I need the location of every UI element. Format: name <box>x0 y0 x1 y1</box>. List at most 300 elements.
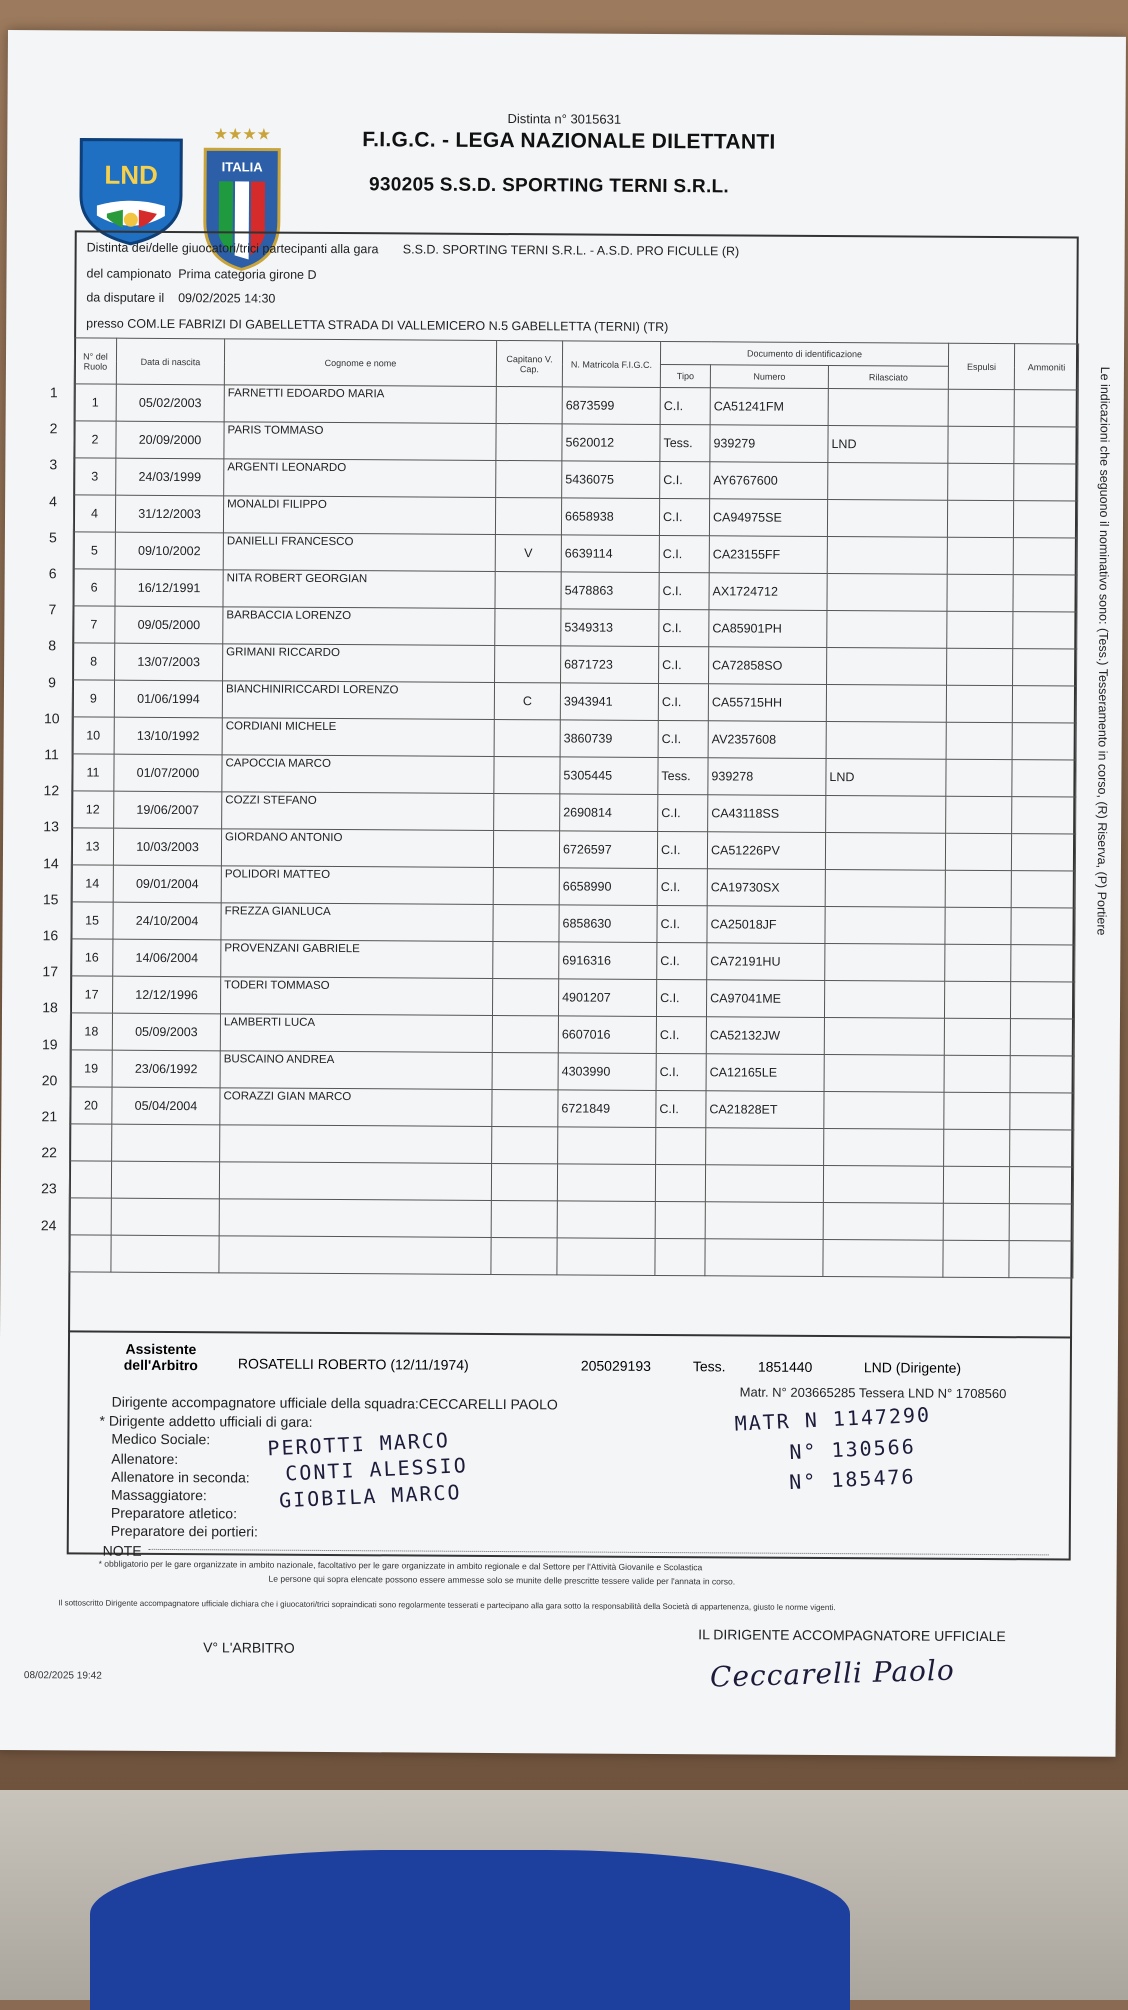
federation-title: F.I.G.C. - LEGA NAZIONALE DILETTANTI <box>362 128 776 154</box>
cell-numero: CA12165LE <box>706 1054 824 1092</box>
cell-matricola <box>558 1127 656 1165</box>
players-label: Distinta dei/delle giuocatori/trici partecipanti alla gara <box>86 240 379 257</box>
cell-ruolo: 15 <box>71 902 113 939</box>
cell-ruolo: 20 <box>70 1087 112 1124</box>
table-row <box>73 606 1077 649</box>
cell-birth: 09/05/2000 <box>115 606 223 644</box>
row-number: 9 <box>48 673 56 690</box>
cell-ammoniti <box>1012 686 1076 723</box>
medico-label: Medico Sociale: <box>111 1430 211 1448</box>
cell-matricola: 5478863 <box>561 572 659 610</box>
cell-numero: CA23155FF <box>709 536 827 574</box>
cell-tipo: C.I. <box>659 609 709 646</box>
cell-birth: 24/03/1999 <box>116 458 224 496</box>
cell-birth: 01/07/2000 <box>114 754 222 792</box>
note-label: NOTE <box>102 1542 142 1559</box>
row-number: 16 <box>42 927 59 944</box>
cell-ammoniti <box>1009 1204 1073 1241</box>
header-rilasciato: Rilasciato <box>828 366 948 390</box>
table-row <box>73 532 1077 575</box>
cell-tipo <box>655 1201 705 1238</box>
cell-captain <box>491 1200 557 1237</box>
cell-captain <box>492 1052 558 1089</box>
table-row <box>69 1161 1073 1204</box>
cell-captain <box>494 719 560 756</box>
cell-rilasciato: LND <box>828 426 948 464</box>
cell-name: CORAZZI GIAN MARCO <box>220 1088 492 1127</box>
header-captain: Capitano V. Cap. <box>496 340 562 386</box>
cell-ruolo: 13 <box>71 828 113 865</box>
header-documento: Documento di identificazione <box>660 341 948 366</box>
cell-matricola: 4901207 <box>558 979 656 1017</box>
table-row <box>71 828 1075 871</box>
cell-ammoniti <box>1010 1130 1074 1167</box>
teams-value: S.S.D. SPORTING TERNI S.R.L. - A.S.D. PRO FICULLE (R) <box>402 242 740 259</box>
cell-matricola: 2690814 <box>560 794 658 832</box>
cell-name: ARGENTI LEONARDO <box>224 459 496 498</box>
cell-espulsi <box>947 574 1013 611</box>
assistant-mat: 205029193 <box>580 1357 651 1374</box>
cell-captain <box>493 830 559 867</box>
cell-birth: 05/02/2003 <box>116 384 224 422</box>
svg-text:ITALIA: ITALIA <box>221 159 263 175</box>
table-row <box>74 458 1078 501</box>
table-row <box>71 939 1075 982</box>
cell-numero: CA51241FM <box>710 388 828 426</box>
cell-matricola: 6721849 <box>558 1090 656 1128</box>
cell-name: FREZZA GIANLUCA <box>221 903 493 942</box>
cell-captain <box>491 1237 557 1274</box>
row-number: 8 <box>48 637 57 654</box>
cell-name: BIANCHINIRICCARDI LORENZO <box>222 681 494 720</box>
table-row <box>74 421 1078 464</box>
cell-numero: CA43118SS <box>708 795 826 833</box>
cell-rilasciato <box>826 796 946 834</box>
table-row <box>72 680 1076 723</box>
cell-birth: 23/06/1992 <box>112 1050 220 1088</box>
cell-ammoniti <box>1010 1056 1074 1093</box>
row-number: 3 <box>49 456 58 473</box>
row-number: 11 <box>44 746 59 763</box>
massaggiatore-label: Massaggiatore: <box>111 1486 207 1504</box>
cell-espulsi <box>946 722 1012 759</box>
cell-birth <box>111 1198 219 1236</box>
blue-cloth <box>90 1850 850 2010</box>
cell-tipo: C.I. <box>660 461 710 498</box>
cell-name: COZZI STEFANO <box>222 792 494 831</box>
cell-tipo: C.I. <box>658 720 708 757</box>
table-row <box>72 717 1076 760</box>
cell-matricola: 5620012 <box>562 424 660 462</box>
cell-espulsi <box>945 870 1011 907</box>
cell-captain <box>496 460 562 497</box>
note-fine-1: * obbligatorio per le gare organizzate in ambito nazionale, facoltativo per le gare organizzate in ambito regionale e dal Settore per l'Attività Giovanile e Scolastica <box>98 1558 703 1573</box>
cell-matricola: 6871723 <box>561 646 659 684</box>
cell-tipo: C.I. <box>657 868 707 905</box>
cell-ammoniti <box>1013 538 1077 575</box>
row-number: 19 <box>41 1035 58 1052</box>
handwritten-matr-2: N° 130566 <box>788 1434 917 1465</box>
cell-birth: 01/06/1994 <box>114 680 222 718</box>
table-row <box>73 569 1077 612</box>
cell-birth <box>112 1124 220 1162</box>
cell-birth: 05/09/2003 <box>112 1013 220 1051</box>
cell-ruolo: 11 <box>72 754 114 791</box>
cell-tipo: C.I. <box>656 1016 706 1053</box>
cell-matricola: 6658938 <box>561 498 659 536</box>
handwritten-matr-1: MATR N 1147290 <box>734 1402 932 1436</box>
cell-matricola: 6726597 <box>559 831 657 869</box>
dirigente-sign-label: IL DIRIGENTE ACCOMPAGNATORE UFFICIALE <box>698 1626 1006 1645</box>
cell-ruolo: 9 <box>72 680 114 717</box>
cell-espulsi <box>945 833 1011 870</box>
cell-ammoniti <box>1010 1093 1074 1130</box>
cell-tipo: C.I. <box>657 942 707 979</box>
cell-birth: 10/03/2003 <box>113 828 221 866</box>
cell-birth: 20/09/2000 <box>116 421 224 459</box>
venue-label: presso <box>86 316 124 331</box>
row-number: 1 <box>49 384 58 401</box>
cell-birth: 09/10/2002 <box>115 532 223 570</box>
assistant-label: Assistente dell'Arbitro <box>123 1340 198 1374</box>
row-number: 12 <box>43 782 60 799</box>
cell-matricola: 6639114 <box>561 535 659 573</box>
cell-captain <box>492 1126 558 1163</box>
table-row <box>74 384 1078 427</box>
cell-name: MONALDI FILIPPO <box>223 496 495 535</box>
table-row <box>73 495 1077 538</box>
atletico-label: Preparatore atletico: <box>110 1504 238 1522</box>
date-label: da disputare il <box>86 290 165 305</box>
cell-name: PARIS TOMMASO <box>224 422 496 461</box>
assistant-row <box>68 1330 1072 1390</box>
cell-name: POLIDORI MATTEO <box>221 866 493 905</box>
assistant-name: ROSATELLI ROBERTO (12/11/1974) <box>237 1355 469 1373</box>
cell-numero: CA19730SX <box>707 869 825 907</box>
table-row <box>70 1124 1074 1167</box>
cell-ammoniti <box>1014 390 1078 427</box>
cell-espulsi <box>947 611 1013 648</box>
cell-name <box>219 1199 491 1238</box>
row-number: 21 <box>41 1108 58 1125</box>
cell-name: TODERI TOMMASO <box>220 977 492 1016</box>
header-ammoniti: Ammoniti <box>1014 344 1078 390</box>
cell-ammoniti <box>1011 945 1075 982</box>
cell-numero: CA72858SO <box>709 647 827 685</box>
cell-matricola: 3943941 <box>560 683 658 721</box>
cell-captain <box>492 1089 558 1126</box>
championship-label: del campionato <box>86 266 172 282</box>
cell-ruolo <box>69 1235 111 1272</box>
cell-captain <box>496 386 562 423</box>
table-row <box>71 865 1075 908</box>
cell-numero: CA94975SE <box>709 499 827 537</box>
venue-value: COM.LE FABRIZI DI GABELLETTA STRADA DI VALLEMICERO N.5 GABELLETTA (TERNI) (TR) <box>127 316 669 335</box>
header-espulsi: Espulsi <box>948 343 1014 389</box>
handwritten-medico: PEROTTI MARCO <box>266 1427 451 1461</box>
cell-tipo <box>655 1238 705 1275</box>
table-row <box>73 643 1077 686</box>
cell-ruolo: 3 <box>74 458 116 495</box>
cell-captain: C <box>494 682 560 719</box>
cell-espulsi <box>945 944 1011 981</box>
cell-matricola <box>557 1238 655 1276</box>
cell-rilasciato <box>825 870 945 908</box>
cell-ammoniti <box>1009 1167 1073 1204</box>
table-row <box>70 1050 1074 1093</box>
cell-rilasciato <box>827 537 947 575</box>
cell-espulsi <box>943 1166 1009 1203</box>
svg-text:LND: LND <box>104 159 158 190</box>
cell-rilasciato <box>824 1018 944 1056</box>
cell-ruolo <box>70 1124 112 1161</box>
cell-ammoniti <box>1013 649 1077 686</box>
cell-rilasciato <box>827 574 947 612</box>
cell-captain <box>494 793 560 830</box>
players-table-body <box>69 384 1078 1278</box>
cell-espulsi <box>944 1055 1010 1092</box>
cell-rilasciato <box>825 907 945 945</box>
cell-rilasciato <box>828 389 948 427</box>
cell-captain <box>495 497 561 534</box>
cell-numero: CA55715HH <box>708 684 826 722</box>
addetto-label: * Dirigente addetto ufficiali di gara: <box>99 1412 313 1430</box>
cell-name: NITA ROBERT GEORGIAN <box>223 570 495 609</box>
cell-birth: 31/12/2003 <box>115 495 223 533</box>
cell-tipo: C.I. <box>656 1053 706 1090</box>
cell-name: CAPOCCIA MARCO <box>222 755 494 794</box>
cell-espulsi <box>944 1129 1010 1166</box>
cell-ammoniti <box>1012 723 1076 760</box>
cell-numero <box>705 1202 823 1240</box>
cell-birth: 19/06/2007 <box>114 791 222 829</box>
cell-ruolo: 19 <box>70 1050 112 1087</box>
cell-ruolo: 14 <box>71 865 113 902</box>
cell-name: FARNETTI EDOARDO MARIA <box>224 385 496 424</box>
dirigente-signature: Ceccarelli Paolo <box>709 1653 956 1694</box>
cell-name: BUSCAINO ANDREA <box>220 1051 492 1090</box>
table-row <box>72 791 1076 834</box>
cell-rilasciato <box>828 463 948 501</box>
row-number: 2 <box>49 420 58 437</box>
cell-ruolo: 2 <box>74 421 116 458</box>
distinta-number: Distinta n° 3015631 <box>507 111 622 127</box>
cell-ruolo: 7 <box>73 606 115 643</box>
side-note: Le indicazioni che seguono il nominativo sono: (Tess.) Tesseramento in corso, (R) Riserva, (P) Portiere <box>1094 366 1112 936</box>
cell-birth: 12/12/1996 <box>112 976 220 1014</box>
cell-captain: V <box>495 534 561 571</box>
cell-birth: 14/06/2004 <box>113 939 221 977</box>
cell-captain <box>492 1015 558 1052</box>
championship-line <box>86 266 316 281</box>
cell-numero: CA52132JW <box>706 1017 824 1055</box>
cell-espulsi <box>947 537 1013 574</box>
cell-espulsi <box>946 759 1012 796</box>
portieri-label: Preparatore dei portieri: <box>110 1522 258 1540</box>
row-number: 23 <box>41 1180 57 1197</box>
cell-espulsi <box>944 981 1010 1018</box>
cell-captain <box>495 645 561 682</box>
cell-rilasciato <box>827 500 947 538</box>
row-number: 18 <box>42 999 58 1016</box>
table-row <box>69 1198 1073 1241</box>
header-tipo: Tipo <box>660 364 710 387</box>
championship-value: Prima categoria girone D <box>178 267 317 282</box>
assistant-ril: LND (Dirigente) <box>863 1359 962 1376</box>
cell-ruolo: 17 <box>70 976 112 1013</box>
cell-birth: 16/12/1991 <box>115 569 223 607</box>
dirigente-line: Dirigente accompagnatore ufficiale della squadra:CECCARELLI PAOLO <box>111 1393 558 1413</box>
cell-espulsi <box>948 463 1014 500</box>
cell-name: BARBACCIA LORENZO <box>223 607 495 646</box>
cell-ruolo: 5 <box>73 532 115 569</box>
cell-ruolo: 10 <box>72 717 114 754</box>
allenatore2-label: Allenatore in seconda: <box>111 1468 250 1486</box>
cell-tipo: C.I. <box>656 1090 706 1127</box>
cell-name: GIORDANO ANTONIO <box>221 829 493 868</box>
cell-name <box>219 1162 491 1201</box>
cell-espulsi <box>943 1203 1009 1240</box>
cell-captain <box>495 608 561 645</box>
cell-numero: AY6767600 <box>710 462 828 500</box>
cell-ammoniti <box>1011 871 1075 908</box>
cell-matricola <box>557 1201 655 1239</box>
cell-rilasciato <box>823 1203 943 1241</box>
cell-rilasciato <box>827 648 947 686</box>
row-number: 15 <box>42 891 59 908</box>
cell-tipo <box>655 1164 705 1201</box>
row-number: 6 <box>48 565 57 582</box>
assistant-tipo: Tess. <box>692 1358 726 1375</box>
handwritten-matr-3: N° 185476 <box>788 1464 917 1495</box>
cell-rilasciato <box>824 1055 944 1093</box>
cell-captain <box>496 423 562 460</box>
cell-ruolo <box>69 1161 111 1198</box>
cell-numero <box>706 1128 824 1166</box>
cell-rilasciato <box>826 685 946 723</box>
cell-matricola: 3860739 <box>560 720 658 758</box>
cell-tipo <box>656 1127 706 1164</box>
cell-tipo: C.I. <box>658 683 708 720</box>
cell-ammoniti <box>1013 575 1077 612</box>
cell-matricola: 6607016 <box>558 1016 656 1054</box>
cell-espulsi <box>945 907 1011 944</box>
cell-birth: 05/04/2004 <box>112 1087 220 1125</box>
cell-name <box>220 1125 492 1164</box>
cell-ammoniti <box>1010 1019 1074 1056</box>
lnd-logo-icon <box>77 135 186 246</box>
cell-name: CORDIANI MICHELE <box>222 718 494 757</box>
cell-rilasciato <box>825 833 945 871</box>
row-number: 17 <box>42 963 59 980</box>
cell-rilasciato <box>823 1240 943 1278</box>
cell-birth: 13/07/2003 <box>115 643 223 681</box>
cell-numero <box>705 1165 823 1203</box>
cell-tipo: C.I. <box>658 794 708 831</box>
cell-numero: CA85901PH <box>709 610 827 648</box>
cell-rilasciato <box>824 1092 944 1130</box>
cell-matricola <box>557 1164 655 1202</box>
cell-espulsi <box>944 1092 1010 1129</box>
cell-espulsi <box>948 389 1014 426</box>
players-table <box>68 337 1079 1278</box>
header-name: Cognome e nome <box>224 339 496 387</box>
cell-tipo: C.I. <box>657 831 707 868</box>
row-number: 20 <box>41 1072 58 1089</box>
cell-numero: AV2357608 <box>708 721 826 759</box>
date-value: 09/02/2025 14:30 <box>178 291 276 306</box>
cell-rilasciato: LND <box>826 759 946 797</box>
row-number: 10 <box>43 710 60 727</box>
row-number: 5 <box>48 529 57 546</box>
cell-numero: AX1724712 <box>709 573 827 611</box>
cell-name <box>219 1236 491 1275</box>
row-number: 24 <box>40 1216 57 1233</box>
cell-matricola: 6916316 <box>559 942 657 980</box>
cell-ruolo: 4 <box>73 495 115 532</box>
table-row <box>69 1235 1073 1278</box>
cell-ruolo: 16 <box>71 939 113 976</box>
cell-name: LAMBERTI LUCA <box>220 1014 492 1053</box>
cell-captain <box>493 941 559 978</box>
cell-ruolo: 8 <box>73 643 115 680</box>
cell-espulsi <box>943 1240 1009 1277</box>
cell-matricola: 5349313 <box>561 609 659 647</box>
note-fine-3: Il sottoscritto Dirigente accompagnatore ufficiale dichiara che i giuocatori/trici sopraindicati sono regolarmente tesserati e partecipano alla gara sotto la responsabilità della Società di appartenenza, giusto le norme vigenti. <box>58 1598 836 1613</box>
cell-birth: 24/10/2004 <box>113 902 221 940</box>
cell-captain <box>495 571 561 608</box>
table-row <box>71 902 1075 945</box>
cell-espulsi <box>946 685 1012 722</box>
cell-tipo: C.I. <box>659 646 709 683</box>
cell-tipo: C.I. <box>659 498 709 535</box>
table-row <box>70 976 1074 1019</box>
cell-tipo: Tess. <box>658 757 708 794</box>
cell-ammoniti <box>1013 501 1077 538</box>
cell-ammoniti <box>1013 612 1077 649</box>
dirigente-matr: Matr. N° 203665285 Tessera LND N° 1708560 <box>739 1384 1007 1402</box>
cell-rilasciato <box>825 944 945 982</box>
cell-ammoniti <box>1011 834 1075 871</box>
cell-ammoniti <box>1012 760 1076 797</box>
cell-numero: CA97041ME <box>706 980 824 1018</box>
cell-ammoniti <box>1011 908 1075 945</box>
cell-numero: CA51226PV <box>707 832 825 870</box>
cell-name: PROVENZANI GABRIELE <box>221 940 493 979</box>
cell-tipo: Tess. <box>660 424 710 461</box>
cell-espulsi <box>947 500 1013 537</box>
row-number: 7 <box>48 601 57 618</box>
cell-numero <box>705 1239 823 1277</box>
cell-ammoniti <box>1010 982 1074 1019</box>
cell-tipo: C.I. <box>659 535 709 572</box>
cell-tipo: C.I. <box>659 572 709 609</box>
cell-matricola: 5436075 <box>562 461 660 499</box>
table-header-row-top <box>74 338 1078 367</box>
cell-tipo: C.I. <box>657 905 707 942</box>
handwritten-allenatore2: CONTI ALESSIO <box>284 1453 469 1486</box>
cell-captain <box>494 756 560 793</box>
cell-ammoniti <box>1014 427 1078 464</box>
arbitro-label: V° L'ARBITRO <box>203 1639 295 1656</box>
cell-rilasciato <box>826 722 946 760</box>
cell-rilasciato <box>823 1166 943 1204</box>
table-row <box>70 1013 1074 1056</box>
cell-ruolo: 18 <box>70 1013 112 1050</box>
printed-timestamp: 08/02/2025 19:42 <box>23 1670 102 1682</box>
cell-birth <box>111 1161 219 1199</box>
cell-espulsi <box>944 1018 1010 1055</box>
